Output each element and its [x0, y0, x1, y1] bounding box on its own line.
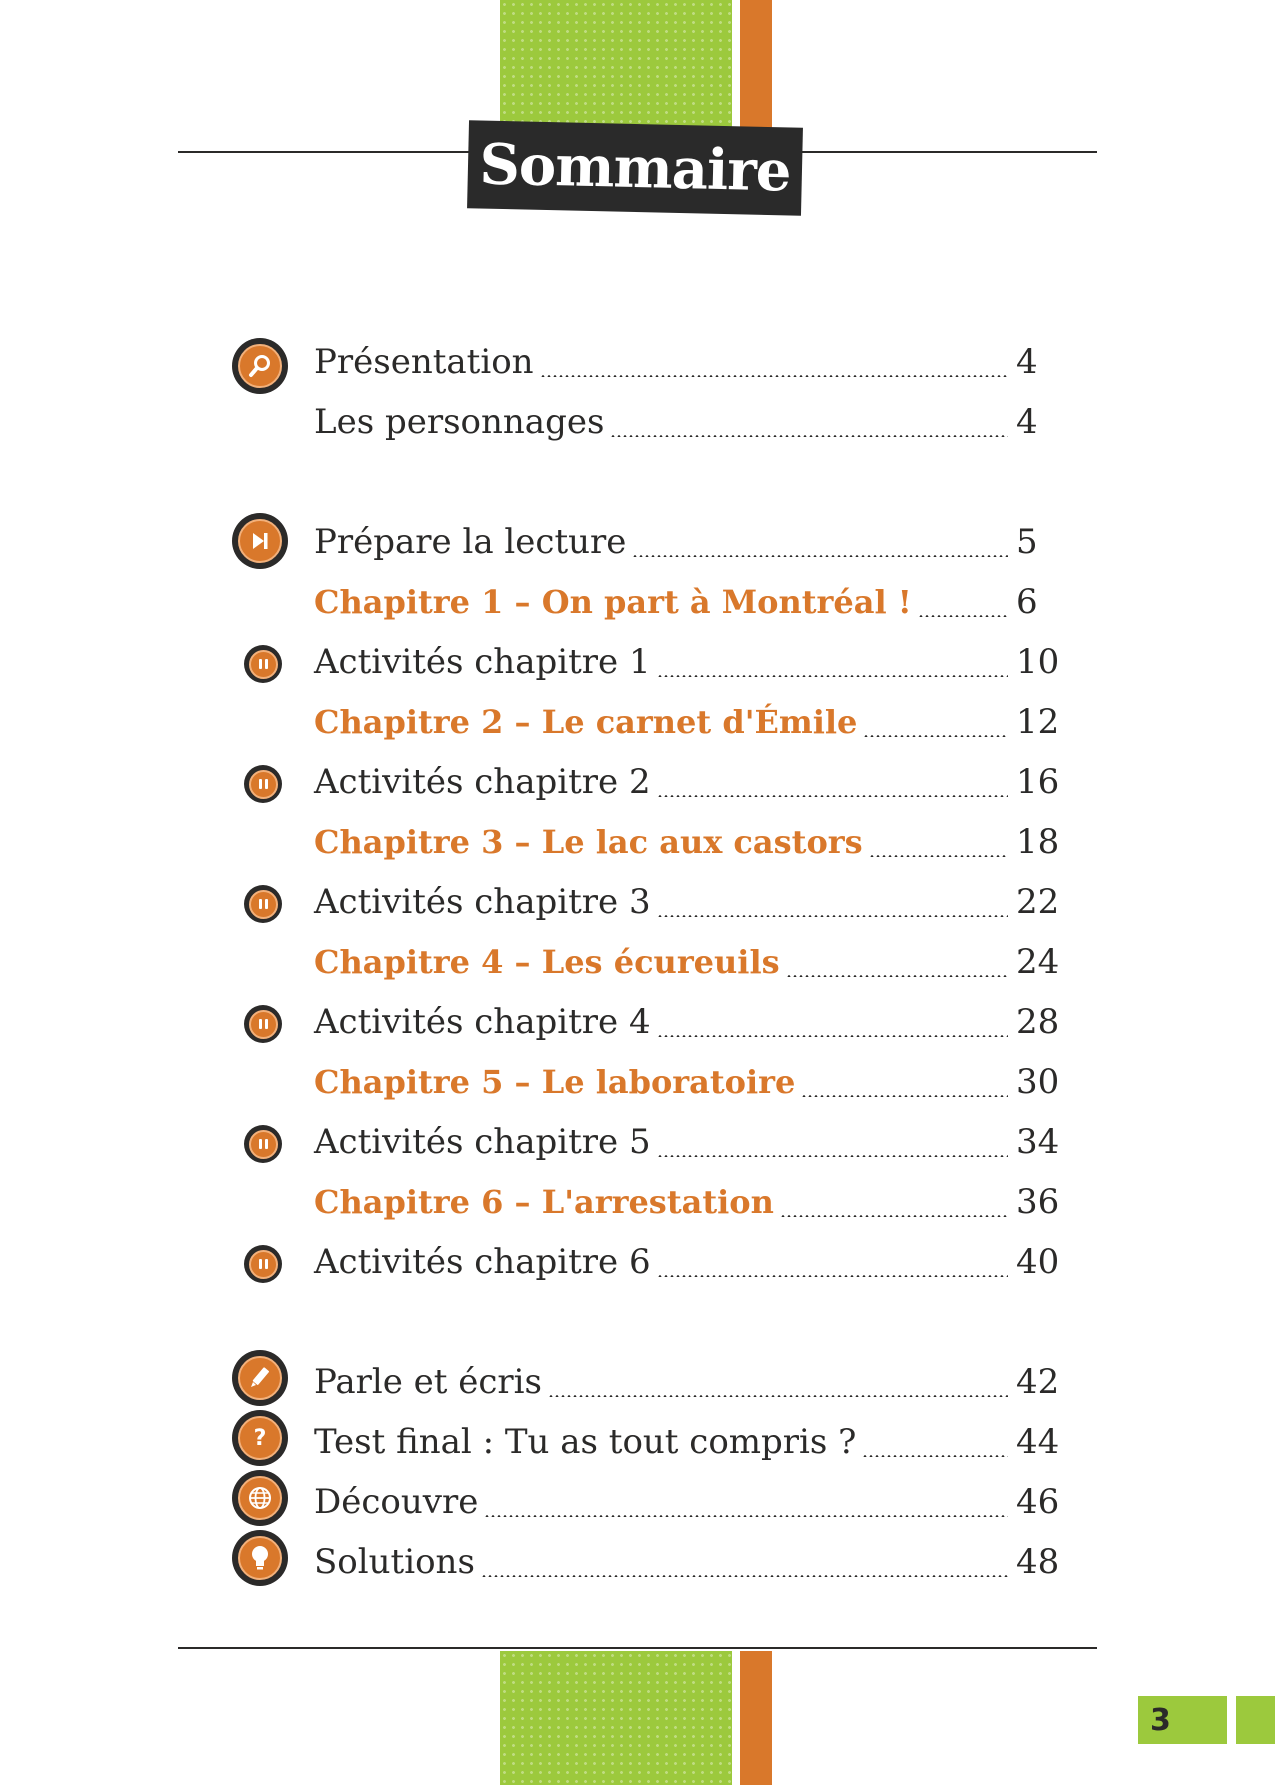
- toc-entry-presentation[interactable]: [314, 337, 1070, 387]
- toc-label: Chapitre 5 – Le laboratoire: [314, 1063, 796, 1101]
- dot-leader: [481, 1575, 1008, 1577]
- dot-leader: [863, 735, 1008, 737]
- toc-label: Chapitre 4 – Les écureuils: [314, 943, 780, 981]
- dot-leader: [869, 855, 1008, 857]
- toc-page-number: 40: [1016, 1242, 1060, 1282]
- toc-entry-activites-2[interactable]: [314, 757, 1070, 807]
- pause-icon: [244, 1125, 282, 1163]
- toc-entry-activites-5[interactable]: [314, 1117, 1070, 1167]
- toc-label: Chapitre 6 – L'arrestation: [314, 1183, 774, 1221]
- toc-label: Présentation: [314, 342, 534, 382]
- globe-icon: [232, 1470, 288, 1526]
- toc-label: Activités chapitre 2: [314, 762, 651, 802]
- page-number-badge: [1138, 1696, 1227, 1744]
- dot-leader: [786, 975, 1008, 977]
- magnifier-icon: [232, 338, 288, 394]
- toc-entry-activites-3[interactable]: [314, 877, 1070, 927]
- toc-entry-decouvre[interactable]: [314, 1477, 1070, 1527]
- toc-entry-personnages[interactable]: [314, 397, 1070, 447]
- toc-label: Découvre: [314, 1482, 479, 1522]
- dot-leader: [801, 1095, 1008, 1097]
- toc-label: Chapitre 1 – On part à Montréal !: [314, 583, 912, 621]
- pause-icon: [244, 765, 282, 803]
- dot-leader: [540, 375, 1008, 377]
- dot-leader: [657, 915, 1008, 917]
- toc-label: Les personnages: [314, 402, 605, 442]
- toc-page-number: 34: [1016, 1122, 1060, 1162]
- toc-entry-chapitre-1[interactable]: [314, 577, 1070, 627]
- dot-leader: [657, 1275, 1008, 1277]
- pencil-icon: [232, 1350, 288, 1406]
- toc-page-number: 4: [1016, 402, 1038, 442]
- dot-leader: [610, 435, 1008, 437]
- bottom-orange-stripe: [740, 1651, 772, 1785]
- dot-leader: [657, 1155, 1008, 1157]
- toc-page-number: 24: [1016, 942, 1060, 982]
- toc-entry-activites-4[interactable]: [314, 997, 1070, 1047]
- toc-entry-chapitre-2[interactable]: [314, 697, 1070, 747]
- toc-entry-solutions[interactable]: [314, 1537, 1070, 1587]
- toc-page-number: 36: [1016, 1182, 1060, 1222]
- dot-leader: [657, 1035, 1008, 1037]
- toc-page-number: 28: [1016, 1002, 1060, 1042]
- toc-page-number: 4: [1016, 342, 1038, 382]
- toc-page-number: 48: [1016, 1542, 1060, 1582]
- toc-label: Chapitre 2 – Le carnet d'Émile: [314, 703, 858, 741]
- toc-label: Activités chapitre 1: [314, 642, 651, 682]
- toc-page-number: 44: [1016, 1422, 1060, 1462]
- toc-page-number: 5: [1016, 522, 1038, 562]
- toc-label: Activités chapitre 4: [314, 1002, 651, 1042]
- skip-forward-icon: [232, 513, 288, 569]
- pause-icon: [244, 885, 282, 923]
- toc-page-number: 46: [1016, 1482, 1060, 1522]
- dot-leader: [657, 795, 1008, 797]
- page-title: Sommaire: [478, 131, 792, 205]
- toc-entry-activites-6[interactable]: [314, 1237, 1070, 1287]
- toc-page-number: 16: [1016, 762, 1060, 802]
- dot-leader: [632, 555, 1008, 557]
- toc-page-number: 42: [1016, 1362, 1060, 1402]
- toc-page-number: 12: [1016, 702, 1060, 742]
- toc-entry-chapitre-6[interactable]: [314, 1177, 1070, 1227]
- toc-entry-parle-ecris[interactable]: [314, 1357, 1070, 1407]
- toc-label: Parle et écris: [314, 1362, 543, 1402]
- toc-entry-prepare-lecture[interactable]: [314, 517, 1070, 567]
- toc-label: Activités chapitre 3: [314, 882, 651, 922]
- dot-leader: [657, 675, 1008, 677]
- bottom-rule: [178, 1647, 1097, 1649]
- question-icon: ?: [232, 1410, 288, 1466]
- pause-icon: [244, 1005, 282, 1043]
- toc-page-number: 6: [1016, 582, 1038, 622]
- toc-label: Test final : Tu as tout compris ?: [314, 1422, 857, 1462]
- dot-leader: [484, 1515, 1008, 1517]
- toc-entry-chapitre-4[interactable]: [314, 937, 1070, 987]
- toc-entry-chapitre-5[interactable]: [314, 1057, 1070, 1107]
- lightbulb-icon: [232, 1530, 288, 1586]
- page-badge-tail: [1236, 1696, 1275, 1744]
- toc-label: Prépare la lecture: [314, 522, 627, 562]
- toc-page-number: 18: [1016, 822, 1060, 862]
- pause-icon: [244, 1245, 282, 1283]
- toc-page-number: 10: [1016, 642, 1060, 682]
- page-number: 3: [1150, 1702, 1171, 1738]
- dot-leader: [862, 1455, 1008, 1457]
- toc-entry-chapitre-3[interactable]: [314, 817, 1070, 867]
- toc-entry-activites-1[interactable]: [314, 637, 1070, 687]
- toc-page-number: 30: [1016, 1062, 1060, 1102]
- pause-icon: [244, 645, 282, 683]
- dot-leader: [780, 1215, 1008, 1217]
- toc-label: Activités chapitre 6: [314, 1242, 651, 1282]
- dot-leader: [548, 1395, 1008, 1397]
- toc-page-number: 22: [1016, 882, 1060, 922]
- toc-label: Solutions: [314, 1542, 475, 1582]
- toc-entry-test-final[interactable]: [314, 1417, 1070, 1467]
- toc-label: Activités chapitre 5: [314, 1122, 651, 1162]
- dot-leader: [918, 615, 1008, 617]
- toc-label: Chapitre 3 – Le lac aux castors: [314, 823, 863, 861]
- bottom-green-stripe: [500, 1651, 732, 1785]
